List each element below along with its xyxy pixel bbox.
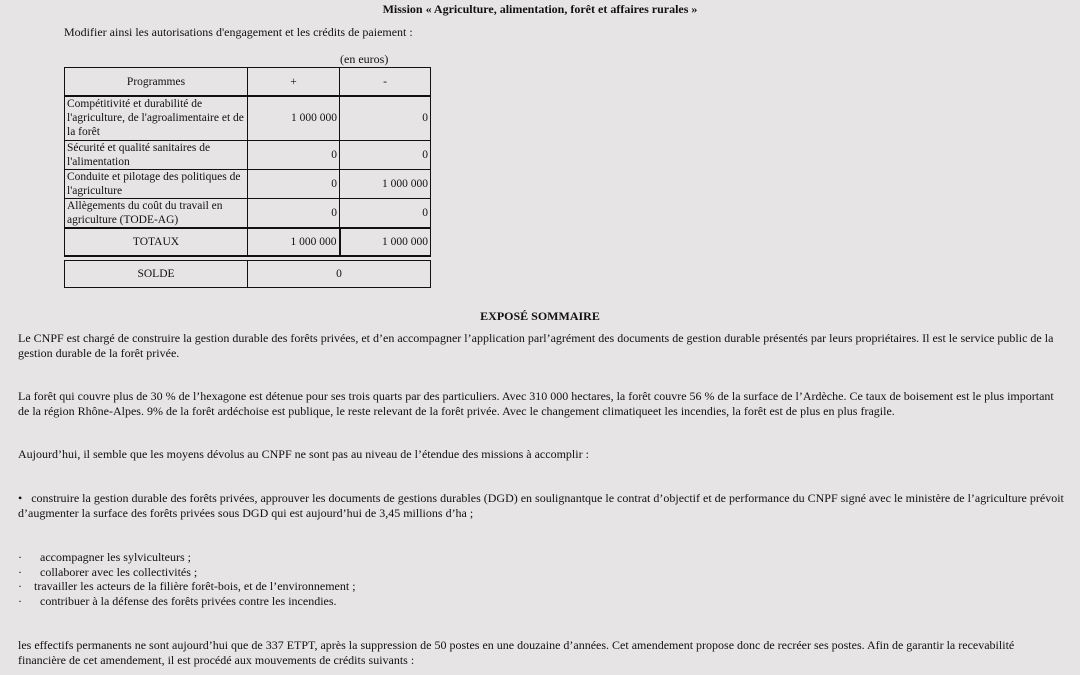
solde-value: 0: [248, 260, 431, 287]
program-name: Conduite et pilotage des politiques de l'agriculture: [65, 169, 248, 198]
header-programmes: Programmes: [65, 68, 248, 97]
main-bullet-text: construire la gestion durable des forêts privées, approuver les documents de gestions durables (DGD) en soulignantque le contrat d’objectif et de performance du CNPF signé avec le ministère de l’agriculture prévoit d’augmenter la surface des forêts privées sous DGD qui est aujourd’hui de 3,45 millions d’ha ;: [18, 491, 1064, 520]
amount-plus: 1 000 000: [248, 96, 340, 140]
program-name: Allègements du coût du travail en agriculture (TODE-AG): [65, 198, 248, 228]
amount-minus: 1 000 000: [340, 169, 431, 198]
amount-minus: 0: [340, 96, 431, 140]
sub-bullet-mark: ·: [18, 550, 22, 564]
sub-bullet-text: travailler les acteurs de la filière forêt-bois, et de l’environnement ;: [34, 579, 356, 593]
totals-label: TOTAUX: [65, 228, 248, 256]
totals-plus: 1 000 000: [248, 228, 340, 256]
amount-minus: 0: [340, 140, 431, 169]
header-plus: +: [248, 68, 340, 97]
paragraph-3: Aujourd’hui, il semble que les moyens dévolus au CNPF ne sont pas au niveau de l’étendue des missions à accomplir :: [18, 447, 589, 461]
solde-row: [65, 260, 431, 287]
totals-minus: 1 000 000: [340, 228, 431, 256]
header-minus: -: [340, 68, 431, 97]
sub-bullet: [18, 594, 337, 609]
sub-bullet-mark: ·: [18, 579, 22, 593]
intro-text: Modifier ainsi les autorisations d'engagement et les crédits de paiement :: [64, 25, 413, 39]
solde-label: SOLDE: [65, 260, 248, 287]
sub-bullet: [18, 550, 191, 565]
sub-bullet-mark: ·: [18, 594, 22, 608]
bullet-mark: •: [18, 491, 23, 505]
paragraph-2: La forêt qui couvre plus de 30 % de l’hexagone est détenue pour ses trois quarts par des particuliers. Avec 310 000 hectares, la forêt couvre 56 % de la surface de l’Ardèche. Ce taux de boisement est le plus important de la région Rhône-Alpes. 9% de la forêt ardéchoise est publique, le reste relevant de la forêt privée. Avec le changement climatiqueet les incendies, la forêt est de plus en plus fragile.: [18, 389, 1054, 418]
sub-bullet-mark: ·: [18, 565, 22, 579]
table-row: [65, 169, 431, 198]
table-row: [65, 140, 431, 169]
sub-bullet-text: accompagner les sylviculteurs ;: [40, 550, 191, 564]
mission-title: Mission « Agriculture, alimentation, forêt et affaires rurales »: [382, 2, 698, 16]
sub-bullet-text: contribuer à la défense des forêts privées contre les incendies.: [40, 594, 337, 608]
amount-plus: 0: [248, 169, 340, 198]
paragraph-1: Le CNPF est chargé de construire la gestion durable des forêts privées, et d’en accompagner l’application parl’agrément des documents de gestion durable présentés par leurs propriétaires. Il est le service public de la gestion durable de la forêt privée.: [18, 331, 1054, 360]
sub-bullet-text: collaborer avec les collectivités ;: [40, 565, 198, 579]
amount-plus: 0: [248, 140, 340, 169]
credits-table: [64, 67, 431, 288]
amount-minus: 0: [340, 198, 431, 228]
table-row: [65, 96, 431, 140]
paragraph-last: les effectifs permanents ne sont aujourd’hui que de 337 ETPT, après la suppression de 50 postes en une douzaine d’années. Cet amendement propose donc de recréer ses postes. Afin de garantir la recevabilité financière de cet amendement, il est procédé aux mouvements de crédits suivants :: [18, 638, 1015, 667]
sub-bullet: [18, 565, 197, 580]
program-name: Compétitivité et durabilité de l'agriculture, de l'agroalimentaire et de la forêt: [65, 96, 248, 140]
section-title: EXPOSÉ SOMMAIRE: [480, 309, 600, 323]
unit-label: (en euros): [340, 52, 389, 66]
totals-row: [65, 228, 431, 256]
main-bullet: [18, 491, 1064, 521]
amount-plus: 0: [248, 198, 340, 228]
program-name: Sécurité et qualité sanitaires de l'alimentation: [65, 140, 248, 169]
table-row: [65, 198, 431, 228]
table-header-row: [65, 68, 431, 97]
sub-bullet: [18, 579, 356, 594]
